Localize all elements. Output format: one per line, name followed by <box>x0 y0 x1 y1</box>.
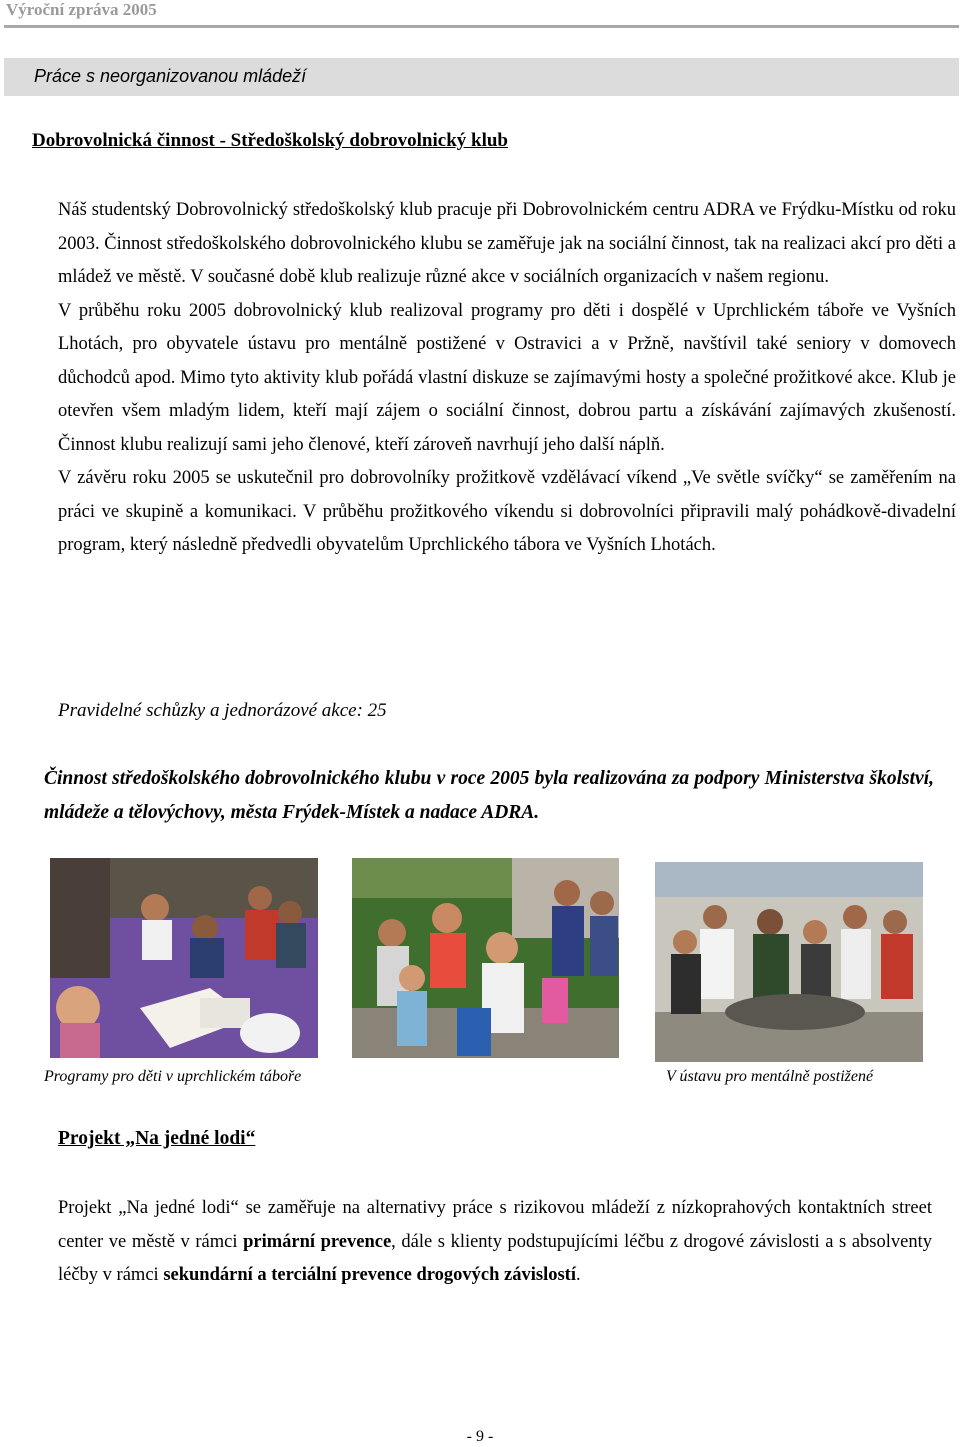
project-text-a: Projekt „Na jedné lodi“ se zaměřuje na alternativy práce s rizikovou mládeží z nízkoprahových kontaktních street center ve městě v rámci <box>58 1198 932 1252</box>
page-number: - 9 - <box>466 1428 494 1445</box>
project-text <box>58 1192 932 1293</box>
photo-children-camp <box>50 858 318 1058</box>
photo-children-camp-image <box>50 858 318 1058</box>
section-banner <box>4 58 959 96</box>
meetings-count: Pravidelné schůzky a jednorázové akce: 25 <box>58 700 387 721</box>
club-paragraph-2: V průběhu roku 2005 dobrovolnický klub realizoval programy pro děti i dospělé v Uprchlickém táboře ve Vyšních Lhotách, pro obyvatele ústavu pro mentálně postižené v Ostravici a v Pržně, navštívil také seniory v domovech důchodců apod. Mimo tyto aktivity klub pořádá vlastní diskuze se zajímavými hosty a společné prožitkové akce. Klub je otevřen všem mladým lidem, kteří mají zájem o sociální činnost, dobrou partu a získávání zajímavých zkušeností. Činnost klubu realizují sami jeho členové, kteří zároveň navrhují jeho další náplň. <box>58 300 956 455</box>
project-secondary-prevention: sekundární a terciální prevence drogových závislostí <box>163 1265 576 1285</box>
caption-camp: Programy pro děti v uprchlickém táboře <box>44 1068 302 1085</box>
club-text <box>58 194 956 563</box>
project-primary-prevention: primární prevence <box>243 1231 392 1252</box>
section-title: Práce s neorganizovanou mládeží <box>34 66 307 86</box>
photo-institution-activity <box>655 862 923 1062</box>
caption-institution: V ústavu pro mentálně postižené <box>666 1068 874 1085</box>
photo-institution-activity-image <box>655 862 923 1062</box>
photo-group-outdoor <box>352 858 619 1058</box>
club-paragraph-3: V závěru roku 2005 se uskutečnil pro dobrovolníky prožitkově vzdělávací víkend „Ve světle svíčky“ se zaměřením na práci ve skupině a komunikaci. V průběhu prožitkového víkendu si dobrovolníci připravili malý pohádkově-divadelní program, který následně předvedli obyvatelům Uprchlického tábora ve Vyšních Lhotách. <box>58 468 956 555</box>
club-paragraph-1: Náš studentský Dobrovolnický středoškolský klub pracuje při Dobrovolnickém centru ADRA ve Frýdku-Místku od roku 2003. Činnost středoškolského dobrovolnického klubu se zaměřuje jak na sociální činnost, tak na realizaci akcí pro děti a mládež ve městě. V současné době klub realizuje různé akce v sociálních organizacích v našem regionu. <box>58 200 956 287</box>
project-text-b: , dále s klienty podstupujícími léčbu z drogové závislosti a s absolventy léčby v rámci <box>58 1231 932 1285</box>
project-heading: Projekt „Na jedné lodi“ <box>58 1128 256 1149</box>
project-text-c: . <box>575 1265 581 1285</box>
report-title: Výroční zpráva 2005 <box>6 0 157 19</box>
club-heading: Dobrovolnická činnost - Středoškolský dobrovolnický klub <box>32 130 509 151</box>
photo-group-outdoor-image <box>352 858 619 1058</box>
support-statement: Činnost středoškolského dobrovolnického klubu v roce 2005 byla realizována za podpory Ministerstva školství, mládeže a tělovýchovy, města Frýdek-Místek a nadace ADRA. <box>44 768 934 823</box>
header-divider <box>4 25 959 28</box>
